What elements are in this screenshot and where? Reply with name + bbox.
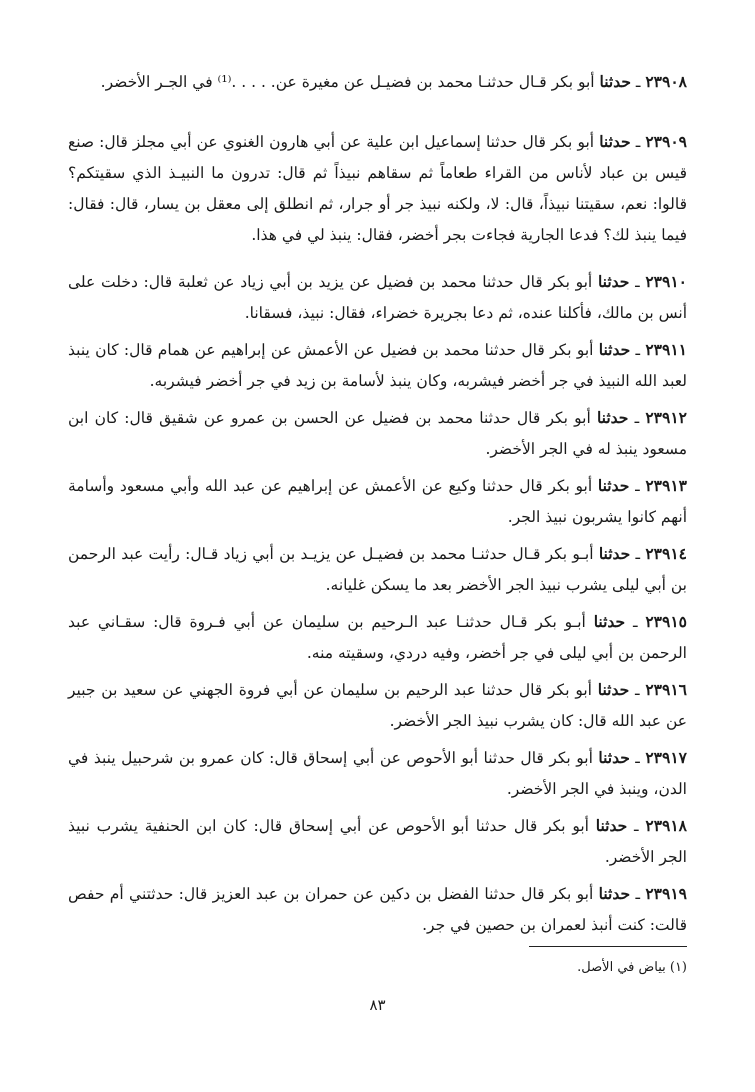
hadith-lead: حدثنا	[598, 340, 631, 359]
hadith-entry: ٢٣٩١٩ ـ حدثنا أبو بكر قال حدثنا الفضل بن دكين عن حمران بن عبد العزيز قال: حدثتني أم حفص قالت: كنت أنبذ لعمران بن حصين في جر.	[68, 884, 687, 934]
hadith-lead: حدثنا	[599, 72, 631, 91]
hadith-entry: ٢٣٩٠٩ ـ حدثنا أبو بكر قال حدثنا إسماعيل ابن علية عن أبي هارون الغنوي عن أبي مجلز قال: صنع قيس بن عباد لأناس من القراء طعاماً ثم سقاهم نبيذاً ثم قال: تدرون ما النبيـذ الذي سقيتكم؟ قالوا: نعم، سقيتنا نبيذاً، قال: لا، ولكنه نبيذ جر أو جرار، ثم انطلق إلى معقل بن يسار، قال: فقال: فيما ينبذ لك؟ فدعا الجارية فجاءت بجر أخضر، فقال: ينبذ لي في هذا.	[68, 132, 687, 244]
hadith-text: أبو بكر قال حدثنا عبد الرحيم بن سليمان عن أبي فروة الجهني عن سعيد بن جبير عن عبد الله قال: كان يشرب نبيذ الجر الأخضر.	[68, 681, 687, 730]
hadith-text: أبو بكر قال حدثنا أبو الأحوص عن أبي إسحاق قال: كان ابن الحنفية يشرب نبيذ الجر الأخضر.	[68, 817, 687, 866]
hadith-text: أبو بكر قال حدثنا الفضل بن دكين عن حمران بن عبد العزيز قال: حدثتني أم حفص قالت: كنت أنبذ لعمران بن حصين في جر.	[68, 885, 687, 934]
hadith-number: ٢٣٩١٤	[645, 544, 687, 563]
hadith-lead: حدثنا	[598, 748, 630, 767]
hadith-text: أبو بكر قال حدثنا وكيع عن الأعمش عن إبراهيم عن عبد الله وأبي مسعود وأسامة أنهم كانوا يشربون نبيذ الجر.	[68, 477, 687, 526]
hadith-text: أبـو بكر قـال حدثنـا محمد بن فضيـل عن يزيـد بن أبي زياد قـال: رأيت عبد الرحمن بن أبي ليلى يشرب نبيذ الجر الأخضر بعد ما يسكن غليانه.	[68, 545, 687, 594]
hadith-lead: حدثنا	[593, 612, 626, 631]
hadith-lead: حدثنا	[596, 408, 629, 427]
footnote: (١) بياض في الأصل.	[577, 960, 687, 975]
hadith-entry: ٢٣٩١٠ ـ حدثنا أبو بكر قال حدثنا محمد بن فضيل عن يزيد بن أبي زياد عن ثعلبة قال: دخلت على أنس بن مالك، فأكلنا عنده، ثم دعا بجريرة خضراء، فقال: نبيذ، فسقانا.	[68, 272, 687, 322]
hadith-text: أبو بكر قـال حدثنـا محمد بن فضيـل عن مغيرة عن. . . . .⁽¹⁾ في الجـر الأخضر.	[100, 73, 600, 91]
hadith-number: ٢٣٩١٠	[645, 272, 687, 291]
hadith-entry: ٢٣٩١٨ ـ حدثنا أبو بكر قال حدثنا أبو الأحوص عن أبي إسحاق قال: كان ابن الحنفية يشرب نبيذ الجر الأخضر.	[68, 816, 688, 866]
hadith-entry: ٢٣٩١٦ ـ حدثنا أبو بكر قال حدثنا عبد الرحيم بن سليمان عن أبي فروة الجهني عن سعيد بن جبير عن عبد الله قال: كان يشرب نبيذ الجر الأخضر.	[68, 680, 687, 730]
hadith-number: ٢٣٩١٥	[645, 612, 687, 631]
hadith-lead: حدثنا	[599, 132, 631, 151]
hadith-number: ٢٣٩١٣	[645, 476, 687, 495]
hadith-number: ٢٣٩١٩	[645, 884, 687, 903]
footnote-divider	[529, 946, 687, 947]
hadith-list	[68, 66, 687, 946]
hadith-entry: ٢٣٩١٥ ـ حدثنا أبـو بكر قـال حدثنـا عبد الـرحيم بن سليمان عن أبي فـروة قال: سقـاني عبد الرحمن بن أبي ليلى في جر أخضر، وفيه دردي، وسقيته منه.	[68, 612, 687, 662]
hadith-number: ٢٣٩٠٩	[645, 132, 687, 151]
hadith-entry: ٢٣٩١٧ ـ حدثنا أبو بكر قال حدثنا أبو الأحوص عن أبي إسحاق قال: كان عمرو بن شرحبيل ينبذ في الدن، وينبذ في الجر الأخضر.	[68, 748, 687, 798]
hadith-text: أبو بكر قال حدثنا محمد بن فضيل عن يزيد بن أبي زياد عن ثعلبة قال: دخلت على أنس بن مالك، فأكلنا عنده، ثم دعا بجريرة خضراء، فقال: نبيذ، فسقانا.	[68, 273, 687, 322]
hadith-lead: حدثنا	[595, 816, 628, 835]
hadith-lead: حدثنا	[597, 272, 630, 291]
hadith-entry: ٢٣٩٠٨ ـ حدثنا أبو بكر قـال حدثنـا محمد بن فضيـل عن مغيرة عن. . . . .⁽¹⁾ في الجـر الأخضر.	[100, 72, 687, 91]
hadith-number: ٢٣٩١١	[645, 340, 687, 359]
hadith-lead: حدثنا	[597, 476, 630, 495]
hadith-entry: ٢٣٩١١ ـ حدثنا أبو بكر قال حدثنا محمد بن فضيل عن الأعمش عن إبراهيم عن همام قال: كان ينبذ لعبد الله النبيذ في جر أخضر فيشربه، وكان ينبذ لأسامة بن زيد في جر أخضر فيشربه.	[68, 340, 687, 390]
page-number: ٨٣	[369, 996, 386, 1014]
hadith-text: أبو بكر قال حدثنا إسماعيل ابن علية عن أبي هارون الغنوي عن أبي مجلز قال: صنع قيس بن عباد لأناس من القراء طعاماً ثم سقاهم نبيذاً ثم قال: تدرون ما النبيـذ الذي سقيتكم؟ قالوا: نعم، سقيتنا نبيذاً، قال: لا، ولكنه نبيذ جر أو جرار، ثم انطلق إلى معقل بن يسار، قال: فقال: فيما ينبذ لك؟ فدعا الجارية فجاءت بجر أخضر، فقال: ينبذ لي في هذا.	[68, 133, 687, 244]
hadith-number: ٢٣٩١٦	[645, 680, 687, 699]
hadith-text: أبو بكر قال حدثنا أبو الأحوص عن أبي إسحاق قال: كان عمرو بن شرحبيل ينبذ في الدن، وينبذ في الجر الأخضر.	[68, 749, 687, 798]
hadith-lead: حدثنا	[598, 884, 631, 903]
hadith-number: ٢٣٩١٧	[645, 748, 687, 767]
hadith-lead: حدثنا	[598, 544, 631, 563]
hadith-number: ٢٣٩١٨	[645, 816, 688, 835]
hadith-text: أبو بكر قال حدثنا محمد بن فضيل عن الحسن بن عمرو عن شقيق قال: كان ابن مسعود ينبذ له في الجر الأخضر.	[68, 409, 687, 458]
hadith-text: أبـو بكر قـال حدثنـا عبد الـرحيم بن سليمان عن أبي فـروة قال: سقـاني عبد الرحمن بن أبي ليلى في جر أخضر، وفيه دردي، وسقيته منه.	[68, 613, 687, 662]
hadith-number: ٢٣٩٠٨	[645, 72, 687, 91]
hadith-number: ٢٣٩١٢	[645, 408, 687, 427]
hadith-entry: ٢٣٩١٤ ـ حدثنا أبـو بكر قـال حدثنـا محمد بن فضيـل عن يزيـد بن أبي زياد قـال: رأيت عبد الرحمن بن أبي ليلى يشرب نبيذ الجر الأخضر بعد ما يسكن غليانه.	[68, 544, 687, 594]
hadith-entry: ٢٣٩١٣ ـ حدثنا أبو بكر قال حدثنا وكيع عن الأعمش عن إبراهيم عن عبد الله وأبي مسعود وأسامة أنهم كانوا يشربون نبيذ الجر.	[68, 476, 687, 526]
hadith-lead: حدثنا	[597, 680, 630, 699]
hadith-text: أبو بكر قال حدثنا محمد بن فضيل عن الأعمش عن إبراهيم عن همام قال: كان ينبذ لعبد الله النبيذ في جر أخضر فيشربه، وكان ينبذ لأسامة بن زيد في جر أخضر فيشربه.	[68, 341, 687, 390]
hadith-entry: ٢٣٩١٢ ـ حدثنا أبو بكر قال حدثنا محمد بن فضيل عن الحسن بن عمرو عن شقيق قال: كان ابن مسعود ينبذ له في الجر الأخضر.	[68, 408, 687, 458]
